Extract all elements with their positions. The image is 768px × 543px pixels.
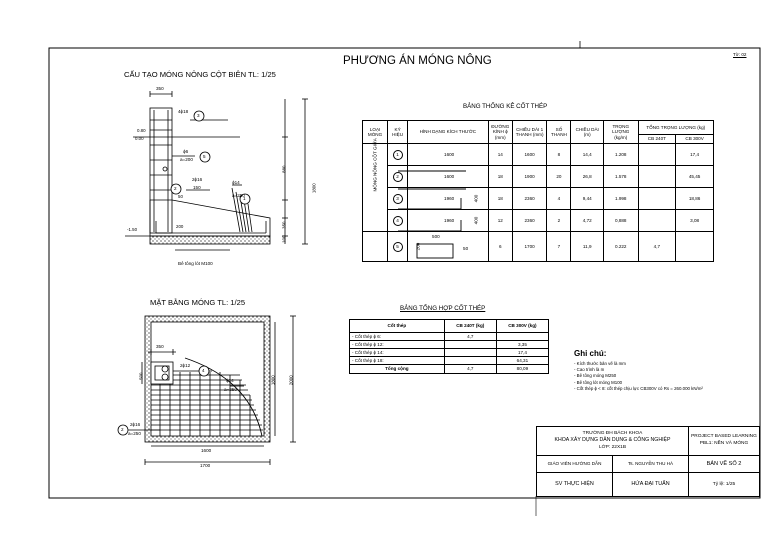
bar-phi14: ϕ14 bbox=[232, 180, 240, 185]
th-type: LOẠI MÓNG bbox=[363, 121, 388, 144]
group-label: MÓNG NÔNG CỘT GIỮA bbox=[363, 144, 388, 232]
stats-table-title: BẢNG THỐNG KÊ CỐT THÉP bbox=[463, 103, 548, 110]
plan-dim-1600: 1600 bbox=[201, 448, 212, 453]
title-block: TRƯỜNG ĐH BÁCH KHOA KHOA XÂY DỰNG DÂN DỤNG & CÔNG NGHIỆP LỚP: 22X1B PROJECT BASED LEARNING PBL1: NỀN VÀ MÓNG GIÁO VIÊN HƯỚNG DẪN Ts. NGUYỄN THU HÀ BẢN VẼ SỐ 2 SV THỰC HIỆN HỨA ĐẠI TUẤN Tỷ lệ: 1/25 bbox=[536, 426, 760, 497]
summary-table-title: BẢNG TỔNG HỢP CỐT THÉP bbox=[400, 305, 486, 312]
dim-1800: 1800 bbox=[311, 183, 317, 194]
summary-table: Cốt thép CB 240T (kg) CB 300V (kg) - Cốt thép ϕ 6: 4,7 - Cốt thép ϕ 12: 3,35 - Cốt thép ϕ 14: 17,4 - Cốt thép ϕ 18: 64,31 Tổng cộng 4,7 80,09 bbox=[349, 319, 549, 374]
dim-350: 350 bbox=[281, 221, 287, 229]
mark-1: 1 bbox=[388, 144, 408, 166]
stats-table bbox=[362, 120, 714, 262]
plan-callout-4: 4 bbox=[202, 368, 205, 373]
callout-3: 3 bbox=[197, 113, 200, 118]
section-title: CẤU TẠO MÓNG NÔNG CỘT BIÊN TL: 1/25 bbox=[124, 70, 276, 79]
th-tlen: CHIỀU DÀI (m) bbox=[571, 121, 603, 144]
stirrup-spacing: a=200 bbox=[180, 157, 193, 162]
elev-150: -1.50 bbox=[127, 227, 138, 232]
callout-2: 2 bbox=[174, 186, 177, 191]
plan-spacing-250: a=250 bbox=[224, 387, 237, 392]
plan-2phi16: 2ϕ16 bbox=[130, 422, 141, 427]
stats-row-2: 2 1600 18 1900 20 26,8 1.578 45,45 bbox=[363, 166, 714, 188]
dim-200: 200 bbox=[176, 224, 184, 229]
stirrup-label: ϕ6 bbox=[183, 149, 189, 154]
elev-080: 0.80 bbox=[137, 128, 146, 133]
th-cb300: CB 300V bbox=[676, 135, 714, 144]
plan-phi14: ϕ14 bbox=[226, 378, 234, 383]
dim-top-width: 350 bbox=[156, 86, 164, 91]
th-uw: TRỌNG LƯỢNG (kg/m) bbox=[603, 121, 638, 144]
sheet-title: PHƯƠNG ÁN MÓNG NÔNG bbox=[343, 55, 492, 67]
stats-row-4: 4 1960 400 12 2360 2 4,72 0,888 3,08 bbox=[363, 210, 714, 232]
plan-dim-2000: 2000 bbox=[288, 375, 294, 386]
plan-2phi12: 2ϕ12 bbox=[180, 363, 191, 368]
dim-50: 50 bbox=[178, 194, 183, 199]
th-dia: ĐƯỜNG KÍNH ϕ (mm) bbox=[488, 121, 512, 144]
th-tw: TỔNG TRỌNG LƯỢNG (kg) bbox=[638, 121, 713, 135]
mark-4: 4 bbox=[388, 210, 408, 232]
plan-dim-1800: 1800 bbox=[270, 375, 276, 386]
notes-title: Ghi chú: bbox=[574, 349, 607, 358]
plan-dim-500: 500 bbox=[138, 372, 144, 380]
mark-5: 5 bbox=[388, 232, 408, 262]
plan-drawing bbox=[128, 316, 296, 465]
stats-row-3: 3 1960 400 18 2360 4 9,44 1.998 18,86 bbox=[363, 188, 714, 210]
plan-dim-1700: 1700 bbox=[200, 463, 211, 468]
mark-2: 2 bbox=[388, 166, 408, 188]
plan-title: MẶT BẰNG MÓNG TL: 1/25 bbox=[150, 298, 246, 307]
concrete-note: Bê tông lót M100 bbox=[178, 261, 213, 266]
th-count: SỐ THANH bbox=[547, 121, 571, 144]
th-shape: HÌNH DẠNG KÍCH THƯỚC bbox=[408, 121, 489, 144]
spacing-250: a=250 bbox=[232, 193, 245, 198]
plan-callout-2: 2 bbox=[121, 427, 124, 432]
th-mark: KÝ HIỆU bbox=[388, 121, 408, 144]
notes-list: - Kích thước bản vẽ là mm - Cao trình là m - Bê tông móng M250 - Bê tông lót móng M100 - Cốt thép ϕ < 8: cốt thép chịu lực CB300V có Rs = 260.000 kN/m² bbox=[574, 361, 703, 391]
th-len1: CHIỀU DÀI 1 THANH (mm) bbox=[512, 121, 547, 144]
stats-row-1: MÓNG NÔNG CỘT GIỮA 1 1600 14 1600 8 14,4 1.208 17,4 bbox=[363, 144, 714, 166]
plan-a250: a=250 bbox=[128, 431, 141, 436]
stats-row-5: 5 500 200 50 6 1700 7 11,9 0.222 4,7 bbox=[363, 232, 714, 262]
beam-label: 4ϕ18 bbox=[178, 109, 189, 114]
elev-000: 0.00 bbox=[135, 136, 144, 141]
dim-880: 880 bbox=[281, 165, 287, 173]
sheet-tag: Tờ: 02 bbox=[733, 52, 747, 57]
callout-5: 5 bbox=[203, 154, 206, 159]
callout-1: 1 bbox=[243, 196, 246, 201]
dim-100: 100 bbox=[281, 235, 287, 243]
bars-2phi16: 2ϕ16 bbox=[192, 177, 203, 182]
mark-3: 3 bbox=[388, 188, 408, 210]
plan-col-350: 350 bbox=[156, 344, 164, 349]
spacing-150: 150 bbox=[193, 185, 201, 190]
th-cb240: CB 240T bbox=[638, 135, 676, 144]
